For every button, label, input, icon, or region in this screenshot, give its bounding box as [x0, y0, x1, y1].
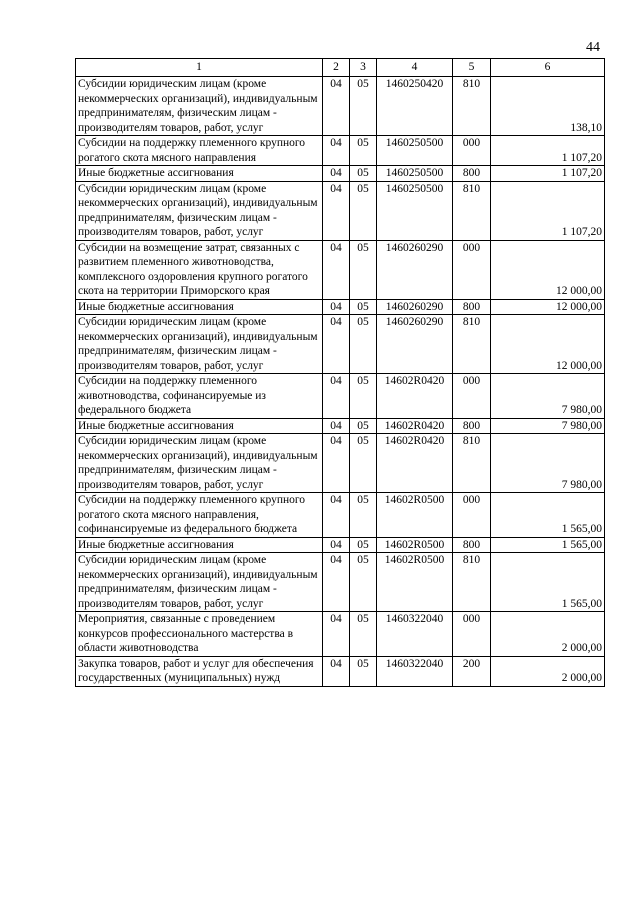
row-code-cell: 04: [323, 656, 350, 686]
row-expense-type-cell: 810: [453, 434, 491, 493]
row-target-code-cell: 1460260290: [377, 240, 453, 299]
table-row: [76, 434, 605, 493]
table-row: [76, 537, 605, 553]
row-amount-cell: 1 565,00: [491, 553, 605, 612]
row-name-cell: Иные бюджетные ассигнования: [76, 418, 323, 434]
row-name-cell: Субсидии на поддержку племенного крупного рогатого скота мясного направления: [76, 136, 323, 166]
row-name-cell: Иные бюджетные ассигнования: [76, 166, 323, 182]
row-expense-type-cell: 810: [453, 181, 491, 240]
row-amount-cell: 1 565,00: [491, 493, 605, 538]
row-target-code-cell: 1460322040: [377, 656, 453, 686]
row-name-cell: Иные бюджетные ассигнования: [76, 299, 323, 315]
row-amount-cell: 2 000,00: [491, 612, 605, 657]
row-expense-type-cell: 810: [453, 77, 491, 136]
row-expense-type-cell: 000: [453, 136, 491, 166]
table-row: [76, 656, 605, 686]
row-amount-cell: 2 000,00: [491, 656, 605, 686]
table-row: [76, 553, 605, 612]
table-row: [76, 166, 605, 182]
header-cell: 6: [491, 59, 605, 77]
table-row: [76, 136, 605, 166]
row-code-cell: 05: [350, 315, 377, 374]
row-amount-cell: 12 000,00: [491, 240, 605, 299]
row-amount-cell: 12 000,00: [491, 299, 605, 315]
table-row: [76, 181, 605, 240]
row-code-cell: 04: [323, 166, 350, 182]
row-code-cell: 04: [323, 181, 350, 240]
table-row: [76, 493, 605, 538]
row-code-cell: 05: [350, 418, 377, 434]
row-code-cell: 05: [350, 77, 377, 136]
row-code-cell: 04: [323, 434, 350, 493]
row-amount-cell: 1 565,00: [491, 537, 605, 553]
row-code-cell: 05: [350, 166, 377, 182]
row-code-cell: 04: [323, 612, 350, 657]
row-expense-type-cell: 800: [453, 418, 491, 434]
row-code-cell: 04: [323, 77, 350, 136]
row-target-code-cell: 1460322040: [377, 612, 453, 657]
table-row: [76, 612, 605, 657]
header-cell: 3: [350, 59, 377, 77]
row-code-cell: 04: [323, 315, 350, 374]
row-expense-type-cell: 800: [453, 299, 491, 315]
budget-table: [75, 58, 605, 687]
table-row: [76, 315, 605, 374]
header-row: [76, 59, 605, 77]
row-code-cell: 05: [350, 181, 377, 240]
row-name-cell: Субсидии юридическим лицам (кроме некоммерческих организаций), индивидуальным предпринимателям, физическим лицам - производителям товаров, работ, услуг: [76, 434, 323, 493]
row-target-code-cell: 14602R0420: [377, 418, 453, 434]
row-name-cell: Мероприятия, связанные с проведением конкурсов профессионального мастерства в области животноводства: [76, 612, 323, 657]
row-target-code-cell: 1460260290: [377, 299, 453, 315]
row-code-cell: 04: [323, 493, 350, 538]
row-code-cell: 05: [350, 612, 377, 657]
header-cell: 4: [377, 59, 453, 77]
row-expense-type-cell: 800: [453, 166, 491, 182]
header-cell: 1: [76, 59, 323, 77]
row-code-cell: 05: [350, 240, 377, 299]
row-amount-cell: 1 107,20: [491, 136, 605, 166]
row-amount-cell: 7 980,00: [491, 374, 605, 419]
row-amount-cell: 138,10: [491, 77, 605, 136]
row-code-cell: 04: [323, 418, 350, 434]
row-code-cell: 04: [323, 240, 350, 299]
row-expense-type-cell: 000: [453, 493, 491, 538]
row-expense-type-cell: 810: [453, 315, 491, 374]
row-expense-type-cell: 000: [453, 374, 491, 419]
row-code-cell: 05: [350, 374, 377, 419]
row-amount-cell: 12 000,00: [491, 315, 605, 374]
row-target-code-cell: 14602R0500: [377, 553, 453, 612]
row-code-cell: 04: [323, 136, 350, 166]
table-row: [76, 374, 605, 419]
table-row: [76, 299, 605, 315]
row-code-cell: 05: [350, 299, 377, 315]
row-amount-cell: 1 107,20: [491, 181, 605, 240]
row-name-cell: Субсидии юридическим лицам (кроме некоммерческих организаций), индивидуальным предпринимателям, физическим лицам - производителям товаров, работ, услуг: [76, 315, 323, 374]
row-name-cell: Субсидии на поддержку племенного крупного рогатого скота мясного направления, софинансируемые из федерального бюджета: [76, 493, 323, 538]
row-code-cell: 05: [350, 434, 377, 493]
row-expense-type-cell: 000: [453, 240, 491, 299]
row-target-code-cell: 1460250500: [377, 136, 453, 166]
table-row: [76, 77, 605, 136]
row-amount-cell: 7 980,00: [491, 418, 605, 434]
row-name-cell: Субсидии юридическим лицам (кроме некоммерческих организаций), индивидуальным предпринимателям, физическим лицам - производителям товаров, работ, услуг: [76, 181, 323, 240]
table-row: [76, 418, 605, 434]
row-name-cell: Субсидии юридическим лицам (кроме некоммерческих организаций), индивидуальным предпринимателям, физическим лицам - производителям товаров, работ, услуг: [76, 553, 323, 612]
row-name-cell: Субсидии на поддержку племенного животноводства, софинансируемые из федерального бюджета: [76, 374, 323, 419]
row-code-cell: 05: [350, 656, 377, 686]
row-expense-type-cell: 200: [453, 656, 491, 686]
row-target-code-cell: 14602R0420: [377, 434, 453, 493]
row-code-cell: 04: [323, 374, 350, 419]
row-code-cell: 05: [350, 553, 377, 612]
row-code-cell: 04: [323, 537, 350, 553]
row-code-cell: 05: [350, 537, 377, 553]
page-number: 44: [586, 40, 600, 55]
row-amount-cell: 1 107,20: [491, 166, 605, 182]
row-target-code-cell: 14602R0500: [377, 493, 453, 538]
header-cell: 2: [323, 59, 350, 77]
table-row: [76, 240, 605, 299]
row-code-cell: 05: [350, 136, 377, 166]
row-target-code-cell: 1460250500: [377, 181, 453, 240]
row-expense-type-cell: 810: [453, 553, 491, 612]
row-amount-cell: 7 980,00: [491, 434, 605, 493]
row-code-cell: 04: [323, 299, 350, 315]
row-name-cell: Субсидии юридическим лицам (кроме некоммерческих организаций), индивидуальным предпринимателям, физическим лицам - производителям товаров, работ, услуг: [76, 77, 323, 136]
row-name-cell: Иные бюджетные ассигнования: [76, 537, 323, 553]
row-code-cell: 04: [323, 553, 350, 612]
row-target-code-cell: 14602R0420: [377, 374, 453, 419]
row-expense-type-cell: 800: [453, 537, 491, 553]
header-cell: 5: [453, 59, 491, 77]
row-target-code-cell: 1460250420: [377, 77, 453, 136]
row-target-code-cell: 1460250500: [377, 166, 453, 182]
row-target-code-cell: 14602R0500: [377, 537, 453, 553]
row-code-cell: 05: [350, 493, 377, 538]
row-name-cell: Закупка товаров, работ и услуг для обеспечения государственных (муниципальных) нужд: [76, 656, 323, 686]
row-target-code-cell: 1460260290: [377, 315, 453, 374]
row-expense-type-cell: 000: [453, 612, 491, 657]
row-name-cell: Субсидии на возмещение затрат, связанных с развитием племенного животноводства, комплексного оздоровления крупного рогатого скота на территории Приморского края: [76, 240, 323, 299]
